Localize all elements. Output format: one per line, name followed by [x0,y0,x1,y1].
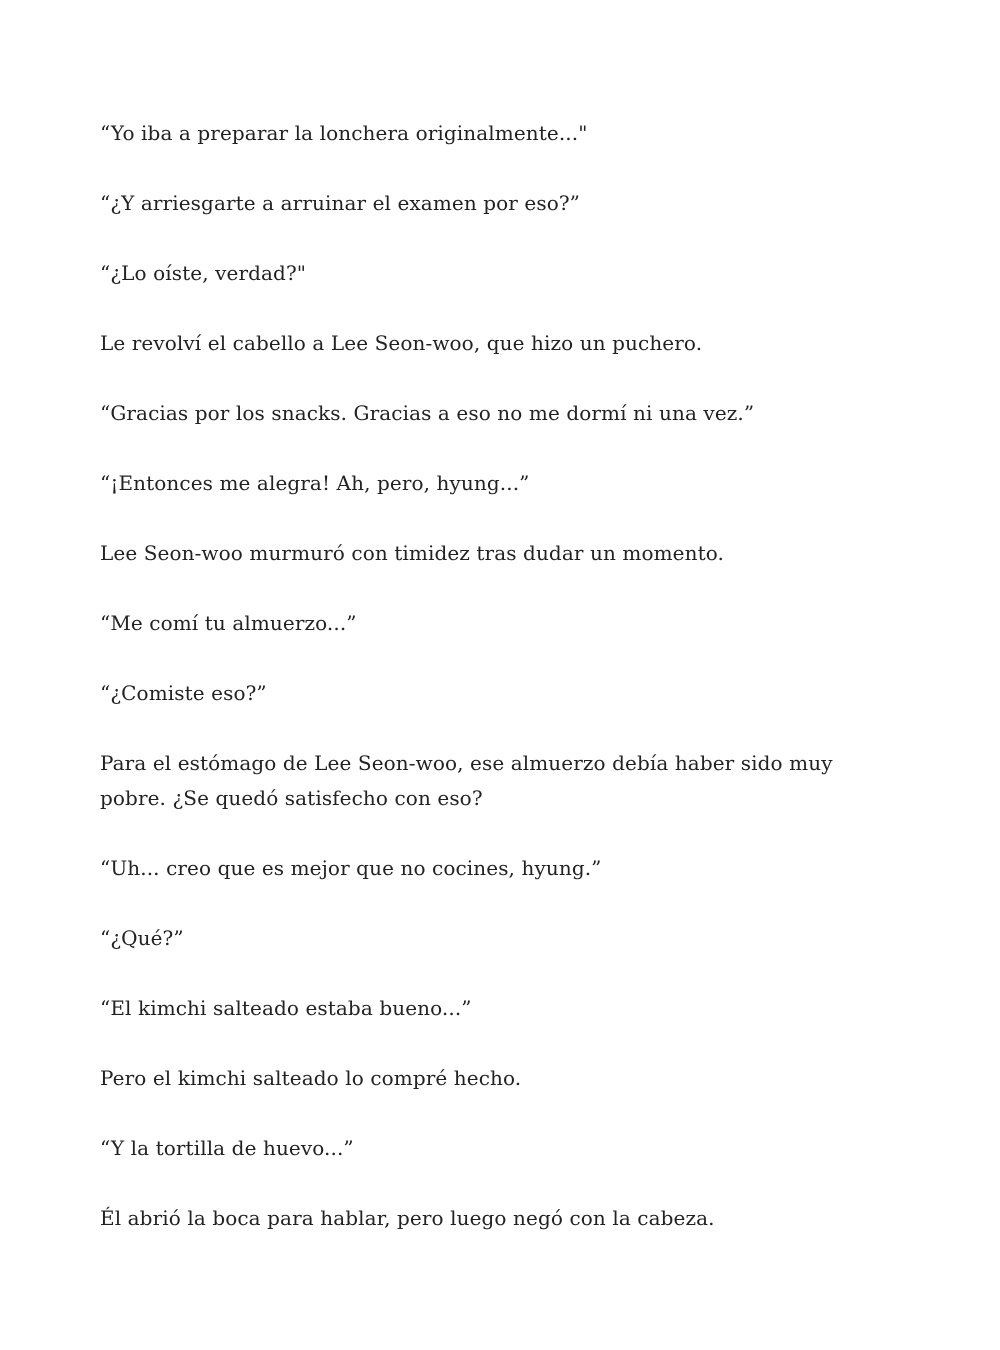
paragraph-narration: Él abrió la boca para hablar, pero luego negó con la cabeza. [100,1206,715,1230]
paragraph-dialogue: “Y la tortilla de huevo...” [100,1136,354,1160]
paragraph-dialogue: “Gracias por los snacks. Gracias a eso no me dormí ni una vez.” [100,401,755,425]
story-text [100,116,900,1236]
paragraph-dialogue: “¿Comiste eso?” [100,681,267,705]
paragraph-dialogue: “¿Lo oíste, verdad?" [100,261,307,285]
paragraph-dialogue: “Yo iba a preparar la lonchera originalmente..." [100,121,588,145]
paragraph-dialogue: “El kimchi salteado estaba bueno...” [100,996,472,1020]
paragraph-dialogue: “¿Y arriesgarte a arruinar el examen por eso?” [100,191,581,215]
paragraph-dialogue: “Me comí tu almuerzo...” [100,611,357,635]
paragraph-dialogue: “¿Qué?” [100,926,184,950]
paragraph-dialogue: “Uh... creo que es mejor que no cocines, hyung.” [100,856,602,880]
paragraph-narration: Lee Seon-woo murmuró con timidez tras dudar un momento. [100,541,724,565]
paragraph-dialogue: “¡Entonces me alegra! Ah, pero, hyung...” [100,471,530,495]
paragraph-narration: Le revolví el cabello a Lee Seon-woo, que hizo un puchero. [100,331,703,355]
paragraph-narration: Pero el kimchi salteado lo compré hecho. [100,1066,522,1090]
paragraph-narration: Para el estómago de Lee Seon-woo, ese almuerzo debía haber sido muy pobre. ¿Se quedó satisfecho con eso? [100,751,833,810]
